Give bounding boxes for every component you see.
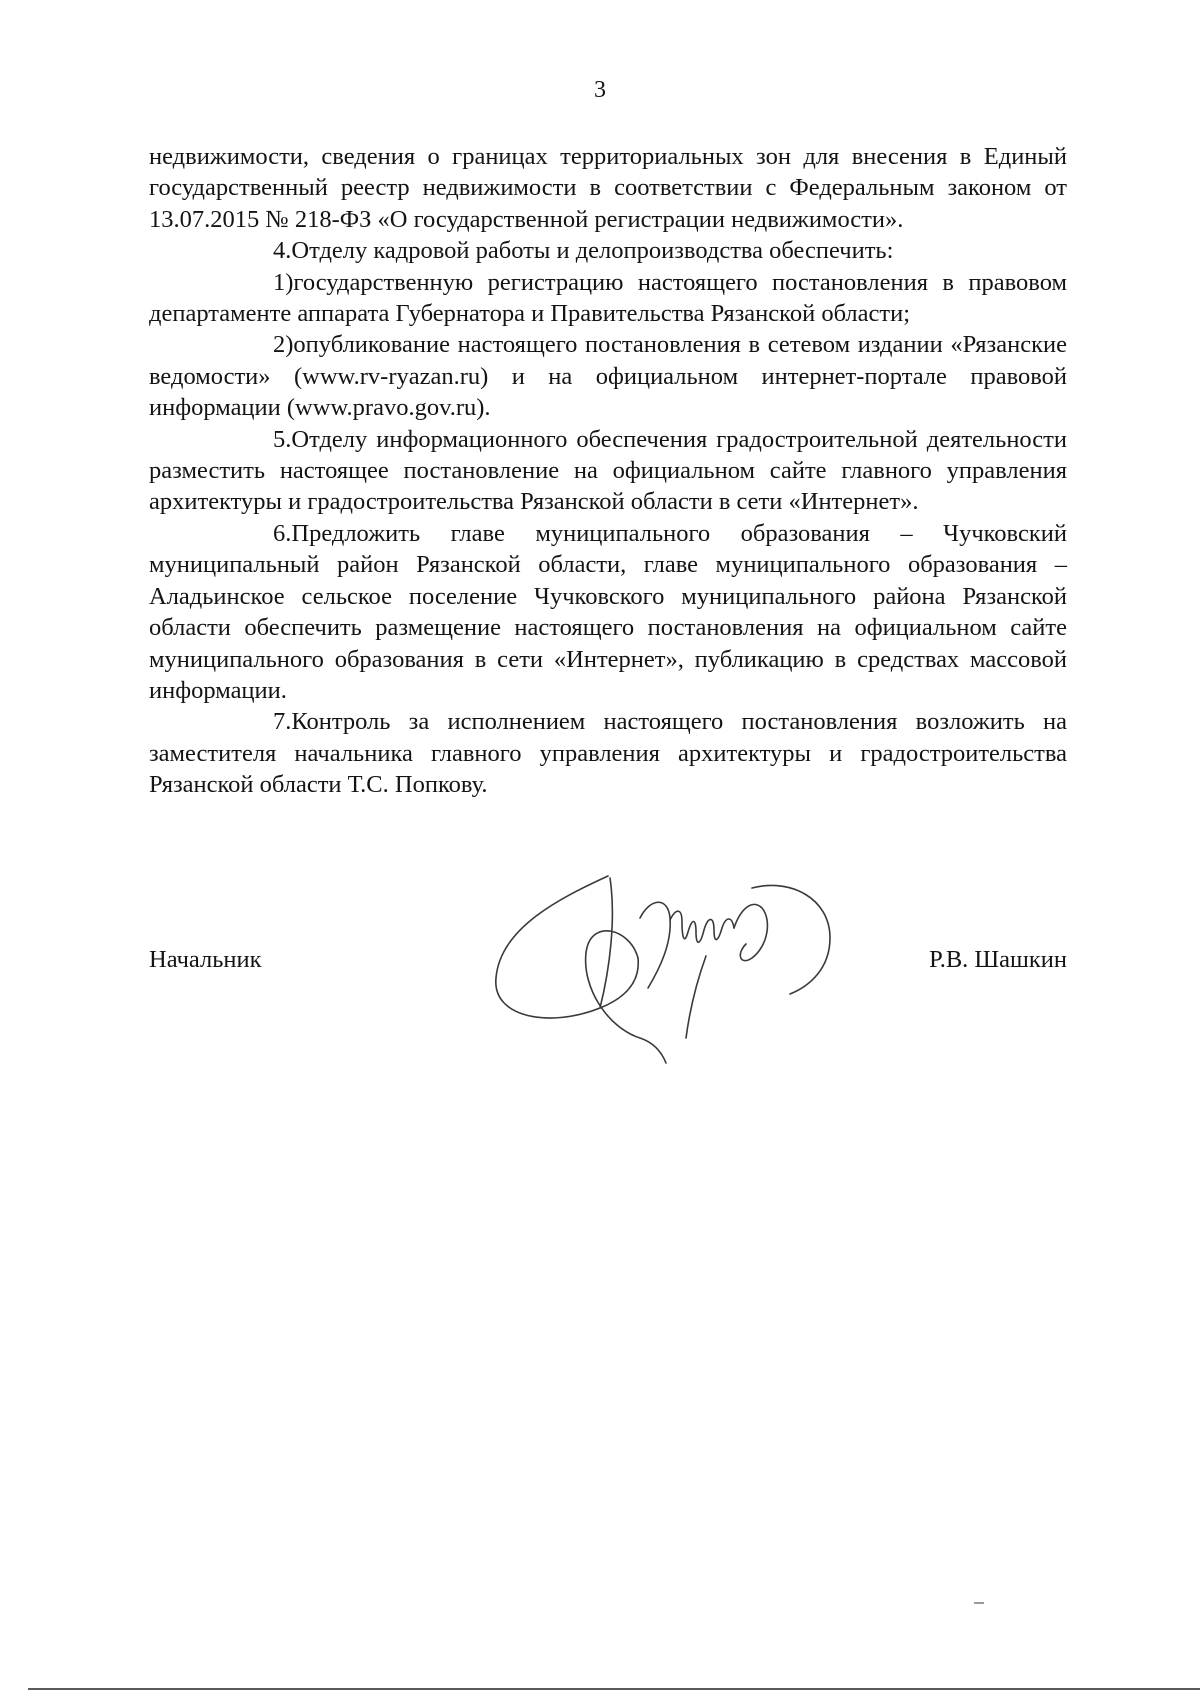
paragraph-subitem-1 [149,267,1067,330]
page-number: 3 [594,77,606,103]
paragraph-text: Контроль за исполнением настоящего постановления возложить на заместителя начальника главного управления архитектуры и градостроительства Рязанской области Т.С. Попкову. [149,708,1067,799]
item-number: 4. [273,237,292,265]
paragraph-continuation [149,141,1067,235]
signatory-position: Начальник [149,946,262,973]
item-number: 7. [273,708,292,736]
paragraph-text: Предложить главе муниципального образования – Чучковский муниципальный район Рязанской области, главе муниципального образования – Аладьинское сельское поселение Чучковского муниципального района Рязанской области обеспечить размещение настоящего постановления на официальном сайте муниципального образования в сети «Интернет», публикацию в средствах массовой информации. [149,519,1067,704]
signature-block [149,945,1067,985]
item-number: 5. [273,425,292,453]
item-number: 1) [273,268,294,296]
page-bottom-edge [28,1688,1200,1690]
paragraph-text: опубликование настоящего постановления в сетевом издании «Рязанские ведомости» (www.rv-ryazan.ru) и на официальном интернет-портале правовой информации (www.pravo.gov.ru). [149,331,1067,422]
item-number: 2) [273,331,294,359]
paragraph-text: Отделу информационного обеспечения градостроительной деятельности разместить настоящее постановление на официальном сайте главного управления архитектуры и градостроительства Рязанской области в сети «Интернет». [149,425,1067,516]
paragraph-item-5 [149,424,1067,518]
paragraph-item-4 [149,235,1067,266]
paragraph-item-7 [149,706,1067,800]
paragraph-item-6 [149,518,1067,706]
scan-artifact [974,1602,984,1604]
paragraph-text: государственную регистрацию настоящего постановления в правовом департаменте аппарата Губернатора и Правительства Рязанской области; [149,268,1067,328]
paragraph-text: Отделу кадровой работы и делопроизводства обеспечить: [291,237,894,265]
paragraph-text: недвижимости, сведения о границах территориальных зон для внесения в Единый государственный реестр недвижимости в соответствии с Федеральным законом от 13.07.2015 № 218-ФЗ «О государственной регистрации недвижимости». [149,143,1067,233]
document-body [149,141,1067,801]
signatory-name: Р.В. Шашкин [929,946,1067,973]
paragraph-subitem-2 [149,329,1067,423]
item-number: 6. [273,519,292,547]
